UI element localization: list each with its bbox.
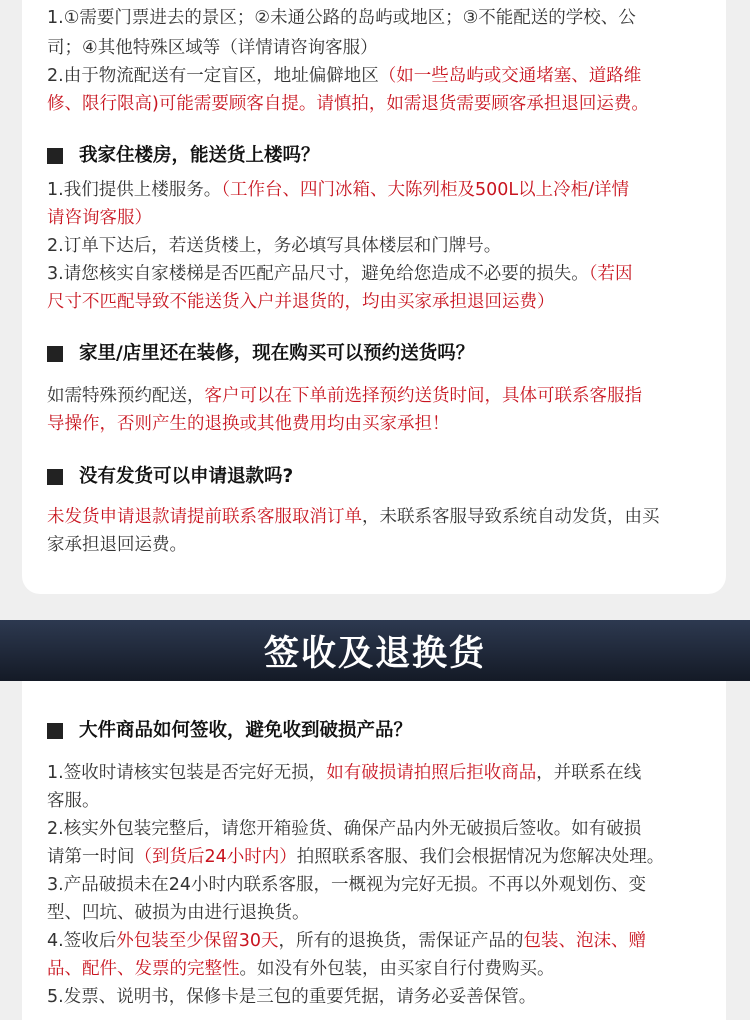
section1-line	[47, 64, 727, 88]
section1-line	[47, 6, 727, 30]
body-text: ，所有的退换货，需保证产品的	[278, 931, 524, 951]
faq4-line	[47, 845, 727, 869]
highlight-text: 品、配件、发票的完整性	[47, 959, 240, 979]
body-text: 1.签收时请核实包装是否完好无损，	[47, 763, 327, 783]
faq3-line	[47, 533, 727, 557]
highlight-text: 请咨询客服）	[47, 208, 152, 228]
body-text: 如需特殊预约配送，	[47, 386, 205, 406]
body-text: 1.我们提供上楼服务。	[47, 180, 222, 200]
faq3-heading	[47, 464, 727, 490]
highlight-text: 修、限行限高)可能需要顾客自提。请慎拍，如需退货需要顾客承担退回运费。	[47, 94, 649, 114]
square-bullet-icon	[47, 469, 63, 485]
highlight-text: 如有破损请拍照后拒收商品	[326, 763, 537, 783]
question-title: 我家住楼房，能送货上楼吗？	[79, 145, 320, 166]
section1-line	[47, 92, 727, 116]
faq2-line	[47, 412, 727, 436]
faq4-heading	[47, 718, 727, 744]
body-text: 拍照联系客服、我们会根据情况为您解决处理。	[296, 847, 665, 867]
body-text: 客服。	[47, 791, 100, 811]
highlight-text: （到货后24小时内）	[134, 847, 297, 867]
banner-title: 签收及退换货	[263, 633, 486, 674]
body-text: 1.①需要门票进去的景区；②未通公路的岛屿或地区；③不能配送的学校、公	[47, 8, 636, 28]
faq4-line	[47, 985, 727, 1009]
body-text: 请第一时间	[47, 847, 135, 867]
highlight-text: 客户可以在下单前选择预约送货时间，具体可联系客服指	[204, 386, 642, 406]
body-text: 3.请您核实自家楼梯是否匹配产品尺寸，避免给您造成不必要的损失。	[47, 264, 589, 284]
body-text: 5.发票、说明书，保修卡是三包的重要凭据，请务必妥善保管。	[47, 987, 537, 1007]
faq1-line	[47, 290, 727, 314]
faq4-line	[47, 929, 727, 953]
highlight-text: 外包装至少保留30天	[116, 931, 279, 951]
body-text: 家承担退回运费。	[47, 535, 187, 555]
section-banner	[0, 620, 750, 681]
highlight-text: （如一些岛屿或交通堵塞、道路维	[378, 66, 642, 86]
highlight-text: 未发货申请退款请提前联系客服取消订单	[47, 507, 362, 527]
faq3-line	[47, 505, 727, 529]
section1-line	[47, 36, 727, 60]
highlight-text: 包装、泡沫、赠	[523, 931, 646, 951]
faq4-line	[47, 873, 727, 897]
body-text: 2.由于物流配送有一定盲区，地址偏僻地区	[47, 66, 379, 86]
faq4-line	[47, 957, 727, 981]
faq4-line	[47, 761, 727, 785]
question-title: 大件商品如何签收，避免收到破损产品？	[79, 720, 413, 741]
body-text: 型、凹坑、破损为由进行退换货。	[47, 903, 310, 923]
highlight-text: （若因	[588, 264, 633, 284]
body-text: ，未联系客服导致系统自动发货，由买	[362, 507, 660, 527]
question-title: 家里/店里还在装修，现在购买可以预约送货吗？	[79, 343, 475, 364]
faq4-line	[47, 901, 727, 925]
faq1-heading	[47, 143, 727, 169]
faq1-line	[47, 206, 727, 230]
body-text: 4.签收后	[47, 931, 117, 951]
highlight-text: （工作台、四门冰箱、大陈列柜及500L以上冷柜/详情	[221, 180, 629, 200]
square-bullet-icon	[47, 723, 63, 739]
body-text: 司；④其他特殊区域等（详情请咨询客服）	[47, 38, 378, 58]
faq1-line	[47, 262, 727, 286]
faq1-line	[47, 234, 727, 258]
body-text: ，并联系在线	[536, 763, 642, 783]
body-text: 2.核实外包装完整后，请您开箱验货、确保产品内外无破损后签收。如有破损	[47, 819, 642, 839]
body-text: 3.产品破损未在24小时内联系客服，一概视为完好无损。不再以外观划伤、变	[47, 875, 646, 895]
faq4-line	[47, 817, 727, 841]
faq4-line	[47, 789, 727, 813]
question-title: 没有发货可以申请退款吗?	[79, 466, 294, 487]
body-text: 2.订单下达后，若送货楼上，务必填写具体楼层和门牌号。	[47, 236, 502, 256]
square-bullet-icon	[47, 148, 63, 164]
faq2-line	[47, 384, 727, 408]
highlight-text: 导操作，否则产生的退换或其他费用均由买家承担！	[47, 414, 450, 434]
faq2-heading	[47, 341, 727, 367]
highlight-text: 尺寸不匹配导致不能送货入户并退货的，均由买家承担退回运费）	[47, 292, 555, 312]
body-text: 。如没有外包装，由买家自行付费购买。	[239, 959, 555, 979]
square-bullet-icon	[47, 346, 63, 362]
faq1-line	[47, 178, 727, 202]
